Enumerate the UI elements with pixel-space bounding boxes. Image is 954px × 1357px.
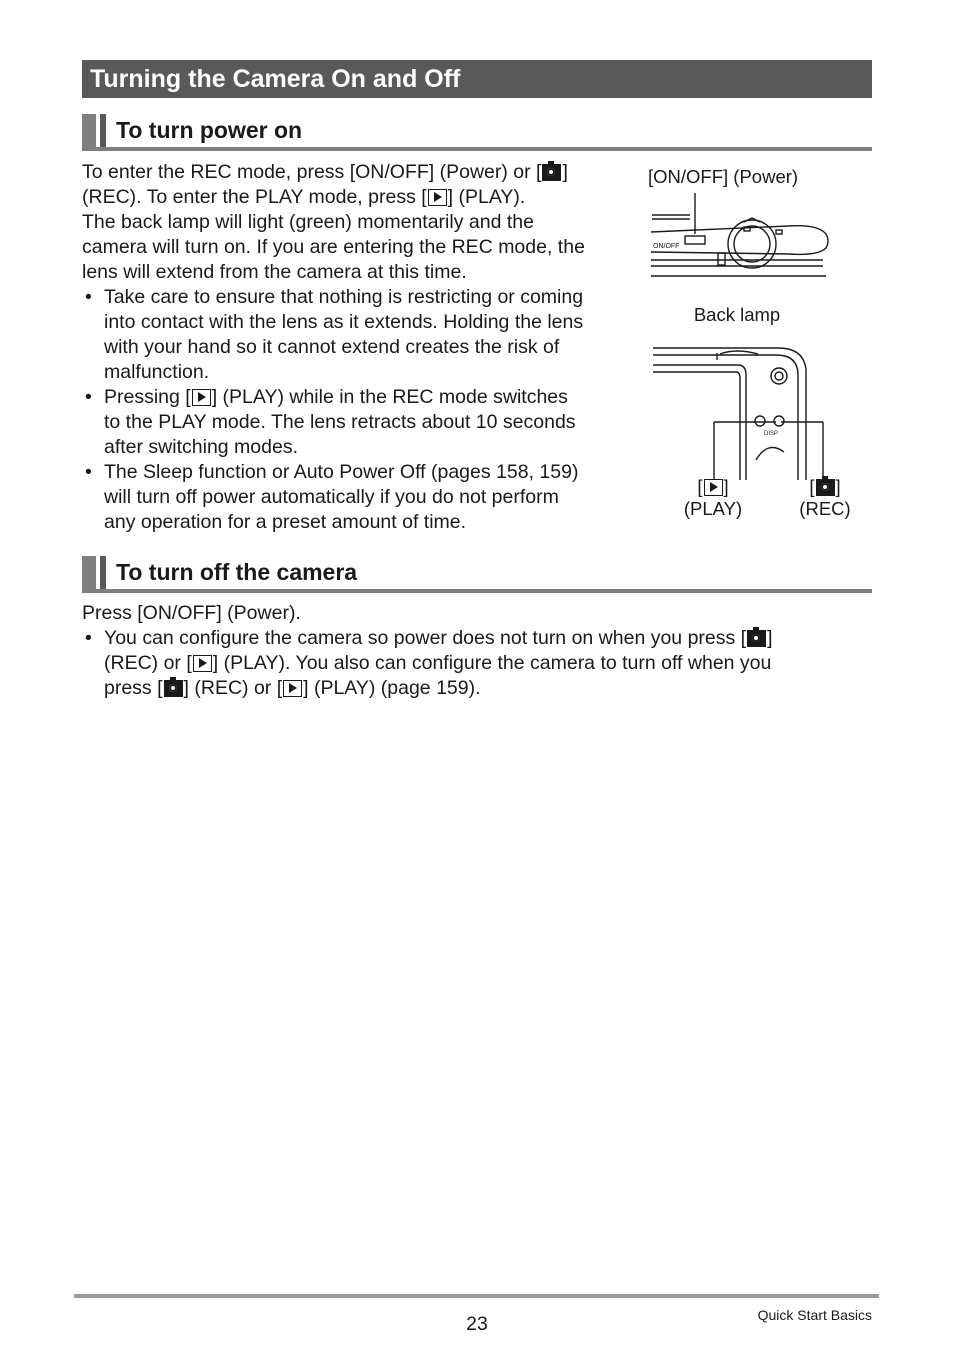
text-line: (REC) or [ ] (PLAY). You also can configure the camera to turn off when you [104, 652, 772, 674]
camera-illustration [648, 190, 838, 480]
camera-icon [164, 680, 183, 697]
play-icon [193, 655, 212, 672]
play-button-icon-line: [ ] [697, 476, 729, 497]
back-lamp-label: Back lamp [693, 304, 781, 325]
camera-icon [542, 164, 561, 181]
text-line: lens will extend from the camera at this time. [82, 261, 467, 283]
text-line: You can configure the camera so power does not turn on when you press [ ] [104, 627, 773, 649]
bullet-item [82, 285, 627, 385]
page-title: Turning the Camera On and Off [82, 60, 872, 98]
power-off-intro: Press [ON/OFF] (Power). [82, 602, 301, 624]
onoff-power-label: [ON/OFF] (Power) [648, 166, 799, 187]
onoff-engraving: ON/OFF [653, 243, 680, 250]
camera-back-view [653, 348, 823, 480]
heading-rule [82, 147, 872, 151]
text-line: will turn off power automatically if you do not perform [104, 486, 559, 508]
text-line: Pressing [ ] (PLAY) while in the REC mode switches [104, 386, 568, 408]
text-line: after switching modes. [104, 436, 299, 458]
page-number: 23 [466, 1313, 488, 1335]
power-off-bullets [82, 626, 872, 701]
footer-rule [74, 1294, 879, 1298]
bullet-item [82, 385, 627, 460]
text-line: (REC). To enter the PLAY mode, press [ ] (PLAY). [82, 186, 526, 208]
heading-marker [82, 114, 96, 147]
bullet-item [82, 626, 872, 701]
bullet-mark: • [85, 461, 92, 483]
text-line: Take care to ensure that nothing is restricting or coming [104, 286, 584, 308]
text-line: The back lamp will light (green) momentarily and the [82, 211, 534, 233]
heading-marker [100, 556, 106, 589]
camera-icon [816, 479, 835, 496]
text-line: to the PLAY mode. The lens retracts about 10 seconds [104, 411, 576, 433]
bullet-mark: • [85, 386, 92, 408]
rec-label: (REC) [799, 498, 851, 519]
bullet-mark: • [85, 627, 92, 649]
heading-rule [82, 589, 872, 593]
text-line: into contact with the lens as it extends. Holding the lens [104, 311, 584, 333]
heading-marker [100, 114, 106, 147]
power-on-intro [82, 160, 627, 285]
play-label: (PLAY) [683, 498, 743, 519]
section-heading-label: To turn off the camera [116, 559, 358, 585]
disp-engraving: DISP [764, 431, 779, 437]
section-heading-label: To turn power on [116, 117, 303, 143]
camera-icon [747, 630, 766, 647]
rec-button-label [790, 476, 860, 520]
bullet-item [82, 460, 627, 535]
camera-top-view [651, 193, 828, 276]
bullet-mark: • [85, 286, 92, 308]
text-line: The Sleep function or Auto Power Off (pages 158, 159) [104, 461, 579, 483]
power-on-body [82, 160, 627, 535]
text-line: with your hand so it cannot extend creates the risk of [104, 336, 560, 358]
text-line: camera will turn on. If you are entering the REC mode, the [82, 236, 585, 258]
rec-button-icon-line: [ ] [809, 476, 841, 497]
play-icon [283, 680, 302, 697]
play-icon [192, 389, 211, 406]
section-heading-power-off [82, 556, 872, 592]
text-line: press [ ] (REC) or [ ] (PLAY) (page 159). [104, 677, 481, 699]
text-line: any operation for a preset amount of time. [104, 511, 467, 533]
section-heading-power-on [82, 114, 872, 150]
power-on-bullets [82, 285, 627, 535]
footer-section-name: Quick Start Basics [757, 1307, 872, 1323]
text-line: malfunction. [104, 361, 210, 383]
play-button-label [672, 476, 754, 520]
play-icon [704, 479, 723, 496]
play-icon [428, 189, 447, 206]
heading-marker [82, 556, 96, 589]
power-off-body [82, 601, 872, 701]
text-line: To enter the REC mode, press [ON/OFF] (Power) or [ ] [82, 161, 568, 183]
